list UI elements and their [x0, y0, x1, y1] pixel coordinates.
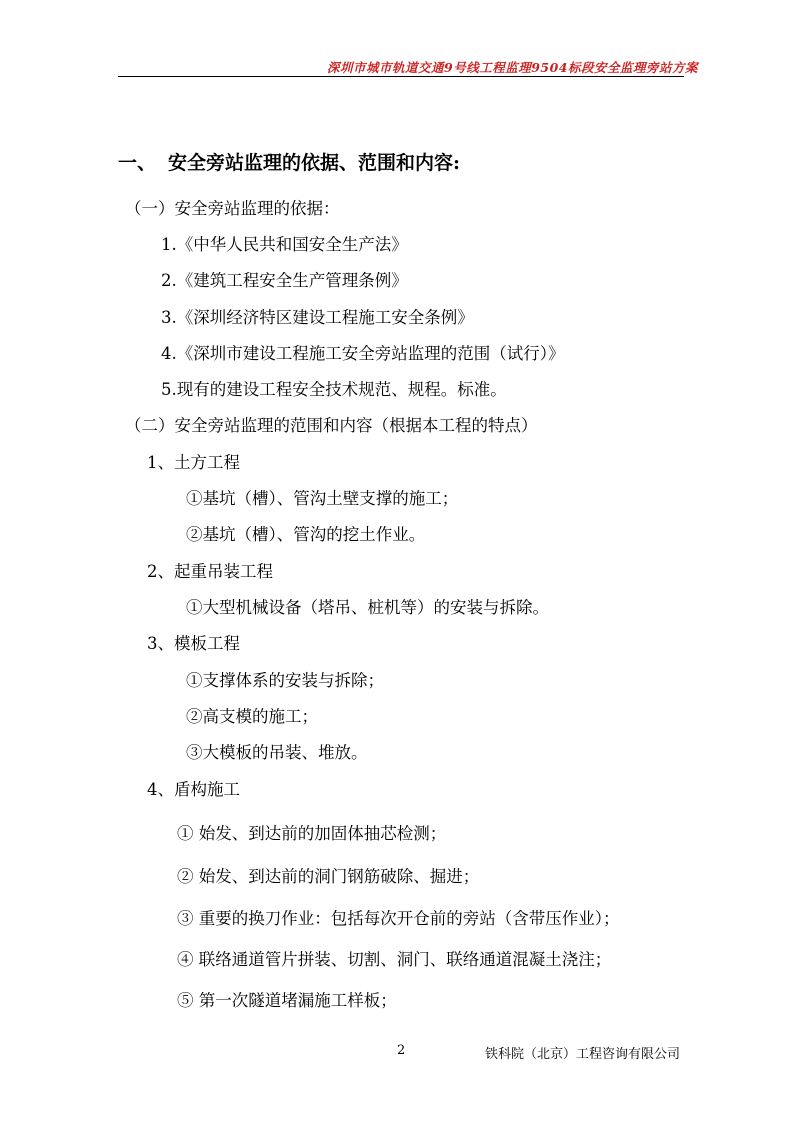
body-line-subitem: ⑤ 第一次隧道堵漏施工样板；: [177, 991, 397, 1010]
body-line-subitem: ①大型机械设备（塔吊、桩机等）的安装与拆除。: [186, 598, 549, 617]
body-line-subitem: ①基坑（槽）、管沟土壁支撑的施工；: [186, 489, 459, 508]
body-line-subitem: ① 始发、到达前的加固体抽芯检测；: [177, 824, 447, 843]
body-line-category: 2、起重吊装工程: [147, 562, 273, 581]
body-line-subitem: ③大模板的吊装、堆放。: [186, 743, 368, 762]
body-line-item: 4.《深圳市建设工程施工安全旁站监理的范围（试行）》: [161, 344, 565, 363]
section-number: 一、: [118, 152, 157, 174]
body-line-subheading-scope: （二）安全旁站监理的范围和内容（根据本工程的特点）: [125, 416, 538, 435]
page-header-title: 深圳市城市轨道交通9号线工程监理9504标段安全监理旁站方案: [327, 60, 698, 75]
page-number: 2: [397, 1043, 406, 1058]
body-line-item: 5.现有的建设工程安全技术规范、规程。标准。: [161, 380, 507, 399]
body-line-item: 1.《中华人民共和国安全生产法》: [161, 235, 408, 254]
section-heading: [118, 148, 460, 175]
section-title-text: 安全旁站监理的依据、范围和内容:: [168, 152, 461, 174]
body-line-item: 2.《建筑工程安全生产管理条例》: [161, 271, 408, 290]
body-line-category: 1、土方工程: [147, 453, 240, 472]
body-line-subheading-basis: （一）安全旁站监理的依据：: [125, 199, 340, 218]
footer-company: 铁科院（北京）工程咨询有限公司: [485, 1047, 681, 1062]
body-line-subitem: ② 始发、到达前的洞门钢筋破除、掘进；: [177, 867, 480, 886]
body-line-item: 3.《深圳经济特区建设工程施工安全条例》: [161, 308, 474, 327]
body-line-subitem: ②高支模的施工；: [186, 707, 318, 726]
body-line-category: 4、盾构施工: [147, 780, 240, 799]
header-divider: [118, 76, 684, 77]
body-line-subitem: ③ 重要的换刀作业：包括每次开仓前的旁站（含带压作业）；: [177, 909, 620, 928]
body-line-subitem: ②基坑（槽）、管沟的挖土作业。: [186, 525, 426, 544]
body-line-subitem: ①支撑体系的安装与拆除；: [186, 671, 384, 690]
body-line-subitem: ④ 联络通道管片拼装、切割、洞门、联络通道混凝土浇注；: [177, 950, 612, 969]
body-line-category: 3、模板工程: [147, 634, 240, 653]
